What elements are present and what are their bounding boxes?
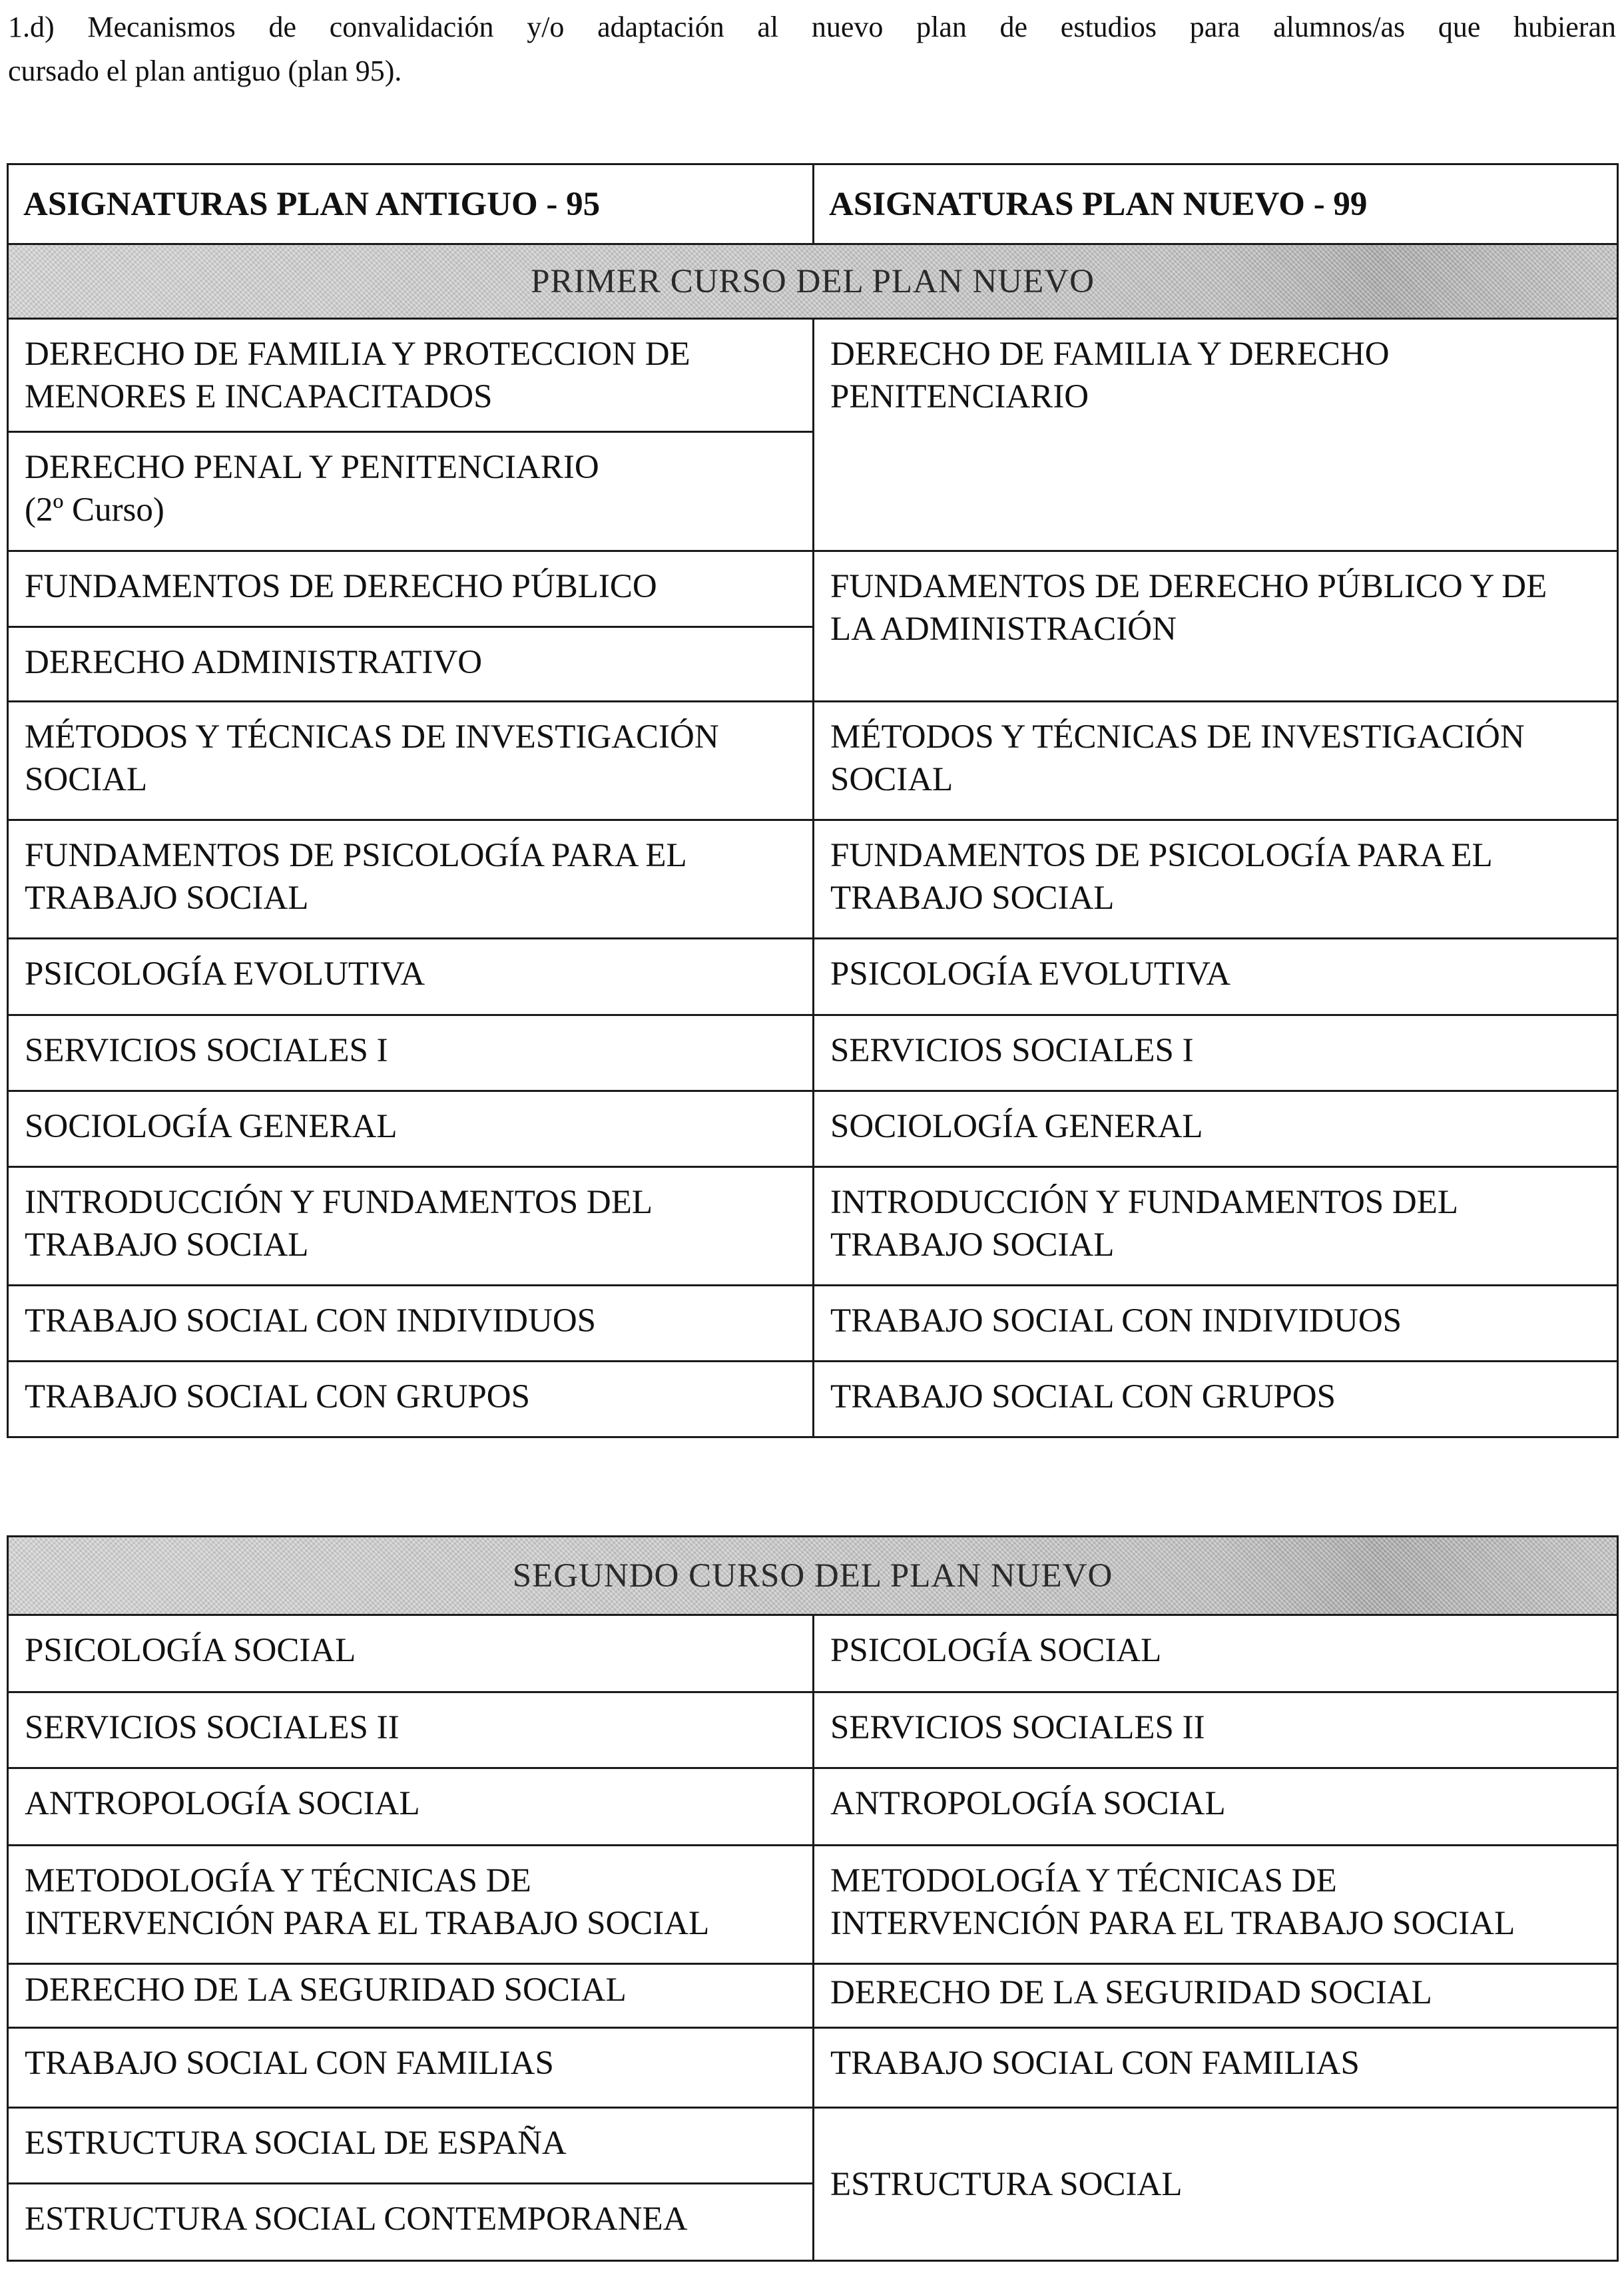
section-title-text: SEGUNDO CURSO DEL PLAN NUEVO <box>512 1557 1113 1595</box>
new-subject-cell: PSICOLOGÍA SOCIAL <box>814 1615 1618 1692</box>
new-subject-cell: TRABAJO SOCIAL CON INDIVIDUOS <box>814 1286 1618 1362</box>
section-title-primer-curso <box>8 244 1618 319</box>
new-subject-cell: SERVICIOS SOCIALES I <box>814 1015 1618 1091</box>
new-subject-cell: ESTRUCTURA SOCIAL <box>814 2108 1618 2261</box>
old-subject-cell: INTRODUCCIÓN Y FUNDAMENTOS DEL TRABAJO SOCIAL <box>8 1167 814 1286</box>
table-row <box>8 2108 1618 2184</box>
new-subject-cell: ANTROPOLOGÍA SOCIAL <box>814 1768 1618 1846</box>
old-subject-cell: SOCIOLOGÍA GENERAL <box>8 1091 814 1167</box>
old-subject-cell: DERECHO DE LA SEGURIDAD SOCIAL <box>8 1964 814 2028</box>
new-subject-cell: TRABAJO SOCIAL CON FAMILIAS <box>814 2028 1618 2108</box>
table-row <box>8 1362 1618 1437</box>
header-plan-nuevo: ASIGNATURAS PLAN NUEVO - 99 <box>814 164 1618 244</box>
table-row <box>8 1768 1618 1846</box>
table-row <box>8 1615 1618 1692</box>
table-header-row <box>8 164 1618 244</box>
new-subject-cell: DERECHO DE FAMILIA Y DERECHO PENITENCIARIO <box>814 319 1618 551</box>
new-subject-cell: INTRODUCCIÓN Y FUNDAMENTOS DEL TRABAJO SOCIAL <box>814 1167 1618 1286</box>
old-subject-cell: DERECHO ADMINISTRATIVO <box>8 627 814 702</box>
header-plan-antiguo: ASIGNATURAS PLAN ANTIGUO - 95 <box>8 164 814 244</box>
section-title-segundo-curso <box>8 1537 1618 1615</box>
old-subject-cell: PSICOLOGÍA EVOLUTIVA <box>8 939 814 1015</box>
new-subject-cell: FUNDAMENTOS DE DERECHO PÚBLICO Y DE LA ADMINISTRACIÓN <box>814 551 1618 702</box>
old-subject-cell: TRABAJO SOCIAL CON GRUPOS <box>8 1362 814 1437</box>
new-subject-cell: FUNDAMENTOS DE PSICOLOGÍA PARA EL TRABAJO SOCIAL <box>814 820 1618 939</box>
table-row <box>8 319 1618 432</box>
table-row <box>8 939 1618 1015</box>
table-row <box>8 1015 1618 1091</box>
old-subject-cell: FUNDAMENTOS DE PSICOLOGÍA PARA EL TRABAJO SOCIAL <box>8 820 814 939</box>
new-subject-cell: METODOLOGÍA Y TÉCNICAS DE INTERVENCIÓN PARA EL TRABAJO SOCIAL <box>814 1846 1618 1964</box>
old-subject-cell: TRABAJO SOCIAL CON FAMILIAS <box>8 2028 814 2108</box>
new-subject-cell: TRABAJO SOCIAL CON GRUPOS <box>814 1362 1618 1437</box>
table-row <box>8 1091 1618 1167</box>
table-row <box>8 1167 1618 1286</box>
old-subject-cell: SERVICIOS SOCIALES II <box>8 1692 814 1768</box>
section-title-text: PRIMER CURSO DEL PLAN NUEVO <box>531 262 1095 300</box>
table-row <box>8 702 1618 820</box>
table-row <box>8 551 1618 627</box>
section-band-row <box>8 1537 1618 1615</box>
old-subject-cell: FUNDAMENTOS DE DERECHO PÚBLICO <box>8 551 814 627</box>
new-subject-cell: DERECHO DE LA SEGURIDAD SOCIAL <box>814 1964 1618 2028</box>
segundo-curso-table <box>7 1535 1619 2262</box>
intro-line-1: 1.d) Mecanismos de convalidación y/o adaptación al nuevo plan de estudios para alumnos/as que hubieran <box>8 11 1616 43</box>
new-subject-cell: MÉTODOS Y TÉCNICAS DE INVESTIGACIÓN SOCIAL <box>814 702 1618 820</box>
old-subject-cell: ESTRUCTURA SOCIAL CONTEMPORANEA <box>8 2184 814 2261</box>
table-row <box>8 2028 1618 2108</box>
table-row <box>8 1692 1618 1768</box>
intro-paragraph <box>8 5 1616 93</box>
old-subject-cell: TRABAJO SOCIAL CON INDIVIDUOS <box>8 1286 814 1362</box>
new-subject-cell: SERVICIOS SOCIALES II <box>814 1692 1618 1768</box>
old-subject-cell: ESTRUCTURA SOCIAL DE ESPAÑA <box>8 2108 814 2184</box>
table-row <box>8 1286 1618 1362</box>
section-band-row <box>8 244 1618 319</box>
old-subject-cell: METODOLOGÍA Y TÉCNICAS DE INTERVENCIÓN PARA EL TRABAJO SOCIAL <box>8 1846 814 1964</box>
new-subject-cell: PSICOLOGÍA EVOLUTIVA <box>814 939 1618 1015</box>
primer-curso-table <box>7 163 1619 1438</box>
new-subject-cell: SOCIOLOGÍA GENERAL <box>814 1091 1618 1167</box>
table-row <box>8 820 1618 939</box>
old-subject-cell: DERECHO PENAL Y PENITENCIARIO (2º Curso) <box>8 432 814 551</box>
intro-line-2: cursado el plan antiguo (plan 95). <box>8 55 402 87</box>
old-subject-cell: PSICOLOGÍA SOCIAL <box>8 1615 814 1692</box>
old-subject-cell: SERVICIOS SOCIALES I <box>8 1015 814 1091</box>
old-subject-cell: ANTROPOLOGÍA SOCIAL <box>8 1768 814 1846</box>
old-subject-cell: MÉTODOS Y TÉCNICAS DE INVESTIGACIÓN SOCIAL <box>8 702 814 820</box>
table-row <box>8 1846 1618 1964</box>
old-subject-cell: DERECHO DE FAMILIA Y PROTECCION DE MENORES E INCAPACITADOS <box>8 319 814 432</box>
table-row <box>8 1964 1618 2028</box>
